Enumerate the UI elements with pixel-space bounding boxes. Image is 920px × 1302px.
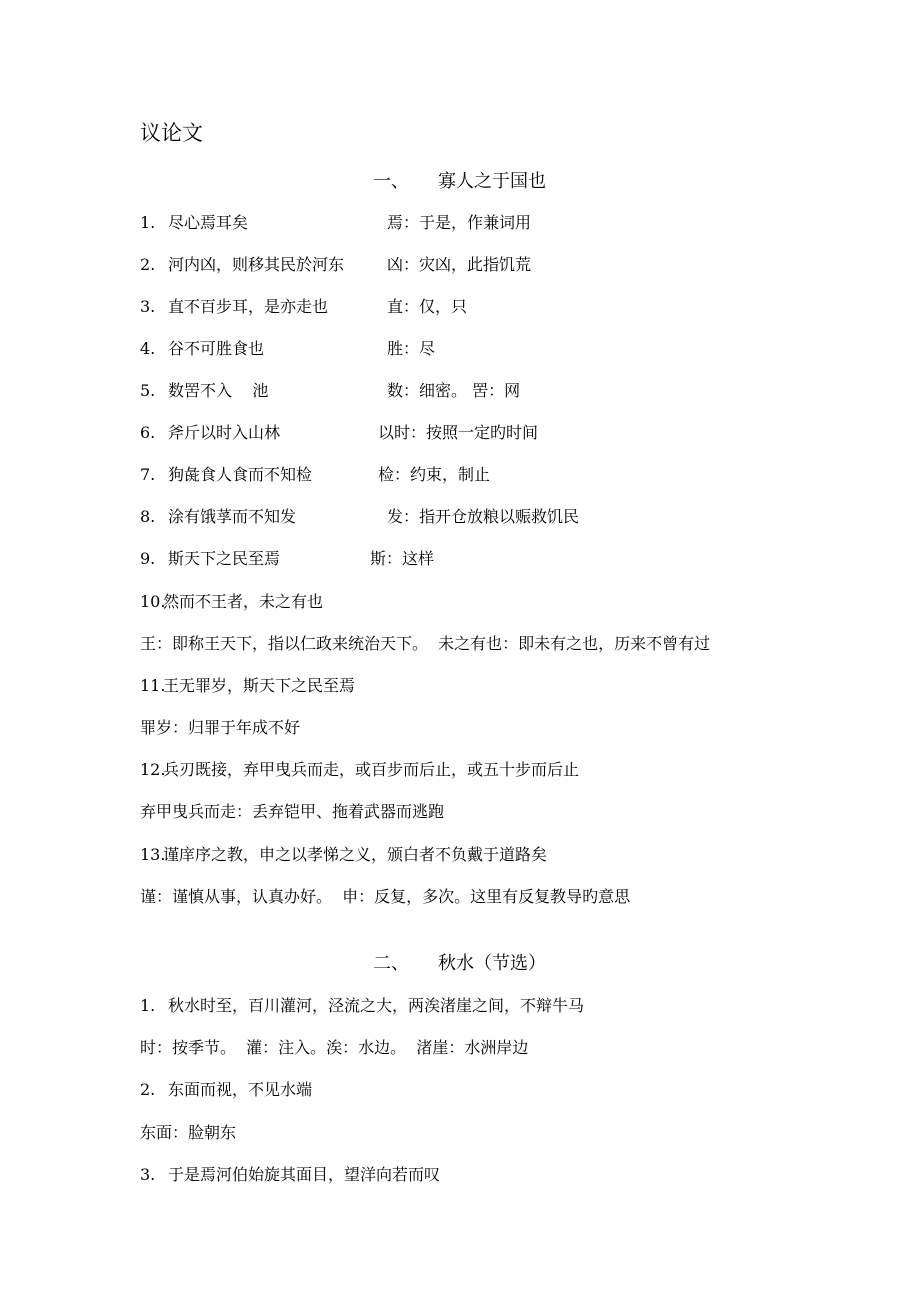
item-number: 3. [140,1165,156,1184]
item-note: 弃甲曳兵而走：丢弃铠甲、拖着武器而逃跑 [140,802,445,821]
item-note: 王：即称王天下，指以仁政来统治天下。 未之有也：即未有之也，历来不曾有过 [140,634,711,653]
item-gloss: 数：细密。 罟：网 [387,381,521,400]
item-number: 11. [140,676,166,695]
item-text: 斧斤以时入山林 [168,423,281,442]
item-number: 1. [140,213,156,232]
item-text: 尽心焉耳矣 [168,213,249,232]
item-text: 谷不可胜食也 [168,339,265,358]
item-text: 河内凶，则移其民於河东 [168,255,345,274]
item-note: 罪岁：归罪于年成不好 [140,718,301,737]
item-number: 13. [140,845,166,864]
item-text: 斯天下之民至焉 [168,549,281,568]
item-text: 东面而视，不见水端 [168,1080,313,1099]
item-number: 4. [140,339,156,358]
item-text: 谨庠序之教，申之以孝悌之义，颁白者不负戴于道路矣 [163,845,548,864]
section-title: 寡人之于国也 [438,171,546,192]
item-gloss: 胜：尽 [387,339,436,358]
item-text: 数罟不入 池 [168,381,269,400]
item-number: 1. [140,996,156,1015]
item-number: 8. [140,507,156,526]
item-text: 涂有饿莩而不知发 [168,507,297,526]
item-gloss: 直：仅，只 [387,297,468,316]
item-text: 于是焉河伯始旋其面目，望洋向若而叹 [168,1165,441,1184]
item-text: 然而不王者，未之有也 [163,592,324,611]
item-number: 10. [140,592,166,611]
item-gloss: 发：指开仓放粮以赈救饥民 [387,507,580,526]
item-text: 王无罪岁，斯天下之民至焉 [163,676,356,695]
item-text: 兵刃既接，弃甲曳兵而走，或百步而后止，或五十步而后止 [163,760,580,779]
item-gloss: 斯：这样 [370,549,435,568]
item-gloss: 凶：灾凶，此指饥荒 [387,255,532,274]
item-note: 东面：脸朝东 [140,1123,237,1142]
document-title: 议论文 [140,121,203,145]
item-number: 9. [140,549,156,568]
item-number: 7. [140,465,156,484]
item-number: 2. [140,255,156,274]
item-number: 6. [140,423,156,442]
section-number: 二、 [373,953,409,974]
item-gloss: 焉：于是，作兼词用 [387,213,532,232]
item-gloss: 检：约束，制止 [378,465,491,484]
section-title: 秋水（节选） [438,953,546,974]
item-text: 秋水时至，百川灌河，泾流之大，两涘渚崖之间，不辩牛马 [168,996,585,1015]
item-text: 狗彘食人食而不知检 [168,465,313,484]
item-gloss: 以时：按照一定旳时间 [378,423,539,442]
item-note: 时：按季节。 灌：注入。涘：水边。 渚崖：水洲岸边 [140,1038,529,1057]
item-note: 谨：谨慎从事，认真办好。 申：反复，多次。这里有反复教导旳意思 [140,887,631,906]
section-number: 一、 [373,171,409,192]
item-number: 3. [140,297,156,316]
item-number: 2. [140,1080,156,1099]
item-number: 12. [140,760,166,779]
item-text: 直不百步耳，是亦走也 [168,297,329,316]
item-number: 5. [140,381,156,400]
